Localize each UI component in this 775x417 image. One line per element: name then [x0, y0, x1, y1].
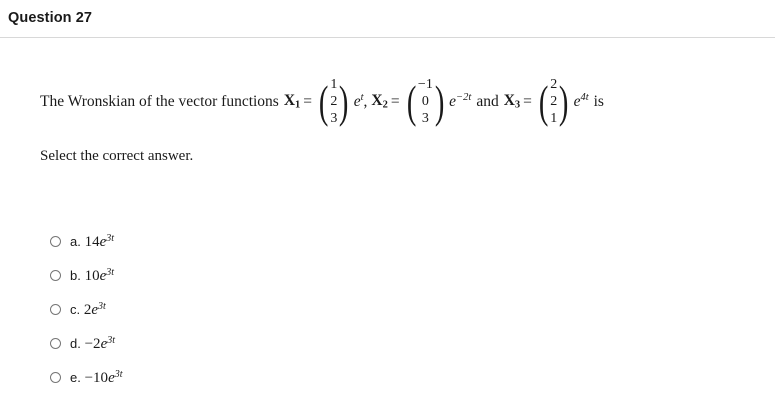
stem-lead-text: The Wronskian of the vector functions [40, 92, 279, 110]
option-b[interactable] [50, 260, 450, 291]
vector-2-entry-2: 0 [421, 94, 429, 110]
left-paren-icon: ( [538, 75, 549, 127]
header-divider [0, 37, 775, 38]
equals-sign-2: = [390, 92, 400, 110]
option-e-coefficient: −10 [84, 369, 109, 386]
option-a-expression [85, 234, 114, 250]
equals-sign-1: = [303, 92, 313, 110]
vector-1-exp-base: e [353, 93, 361, 110]
option-c[interactable] [50, 294, 450, 325]
left-paren-icon: ( [318, 75, 329, 127]
vector-1-name: $X_1$ [283, 92, 301, 111]
option-a-coefficient: 14 [84, 233, 100, 250]
option-d-expression [85, 336, 115, 352]
equals-sign-3: = [523, 92, 532, 110]
option-e-label [70, 369, 123, 387]
vector-1-subscript: 1 [295, 99, 301, 111]
option-b-expression [85, 268, 114, 284]
page-title: Question 27 [8, 10, 93, 26]
vector-3-name: $X_3$ [503, 92, 521, 111]
stem-comma: , [363, 92, 368, 110]
option-b-label [70, 267, 114, 285]
radio-button-a[interactable] [50, 236, 61, 247]
option-d-label [70, 335, 115, 353]
option-c-letter: c. [70, 301, 81, 317]
right-paren-icon: ) [434, 75, 445, 127]
right-paren-icon: ) [339, 75, 349, 127]
option-d-exponent: 3t [107, 334, 116, 346]
option-a-exponent: 3t [106, 232, 115, 244]
vector-1-exponential-factor [354, 92, 364, 111]
vector-3-exp-base: e [573, 93, 581, 110]
option-c-exponent: 3t [98, 300, 106, 312]
vector-3-exp-exponent: 4t [580, 92, 589, 104]
option-d-letter: d. [70, 335, 81, 351]
radio-button-b[interactable] [50, 270, 61, 281]
option-a[interactable] [50, 226, 450, 257]
vector-2-entry-1: −1 [417, 77, 433, 92]
radio-button-c[interactable] [50, 304, 61, 315]
vector-3-entry-3: 1 [550, 111, 558, 127]
right-paren-icon: ) [559, 75, 569, 127]
option-b-coefficient: 10 [84, 267, 100, 284]
option-d-base: e [100, 335, 108, 352]
vector-1-exp-exponent: t [360, 92, 364, 104]
vector-1-entry-2: 2 [330, 94, 338, 110]
option-e-expression [85, 370, 123, 386]
stem-trailing-text: is [593, 92, 604, 110]
option-c-label [70, 301, 106, 319]
vector-2-entry-3: 3 [421, 111, 429, 127]
vector-2-subscript: 2 [382, 99, 388, 111]
option-a-letter: a. [70, 233, 81, 249]
option-e-letter: e. [70, 369, 81, 385]
question-stem [40, 76, 604, 127]
option-e-exponent: 3t [114, 368, 123, 380]
radio-button-e[interactable] [50, 372, 61, 383]
vector-3-entry-1: 2 [550, 77, 558, 92]
answer-options [50, 226, 450, 396]
vector-3-subscript: 3 [514, 99, 521, 111]
option-e-base: e [108, 369, 115, 386]
vector-3-entries [549, 76, 558, 127]
vector-2-exponential-factor [449, 92, 471, 111]
option-c-coefficient: 2 [83, 301, 92, 318]
radio-button-d[interactable] [50, 338, 61, 349]
vector-2-exp-base: e [449, 93, 457, 110]
option-e[interactable] [50, 362, 450, 393]
vector-2-exp-exponent: −2t [456, 92, 472, 104]
option-b-exponent: 3t [106, 266, 115, 278]
left-paren-icon: ( [406, 75, 417, 127]
vector-1 [316, 76, 352, 127]
option-a-base: e [99, 233, 107, 250]
vector-1-entry-3: 3 [330, 111, 338, 127]
stem-and-text: and [476, 92, 499, 110]
vector-3 [536, 76, 572, 127]
vector-1-entries [329, 76, 338, 127]
option-c-base: e [91, 301, 99, 318]
option-c-expression [84, 302, 106, 318]
option-d-coefficient: −2 [84, 335, 101, 352]
vector-1-entry-1: 1 [330, 77, 338, 92]
option-b-base: e [99, 267, 107, 284]
vector-3-exponential-factor [574, 92, 589, 111]
option-a-label [70, 233, 114, 251]
vector-2-entries [417, 76, 434, 127]
select-instruction: Select the correct answer. [40, 148, 194, 164]
option-d[interactable] [50, 328, 450, 359]
vector-3-entry-2: 2 [550, 94, 558, 110]
option-b-letter: b. [70, 267, 81, 283]
vector-2-name: $X_2$ [371, 92, 388, 111]
question-header [0, 10, 775, 38]
vector-2 [404, 76, 448, 127]
